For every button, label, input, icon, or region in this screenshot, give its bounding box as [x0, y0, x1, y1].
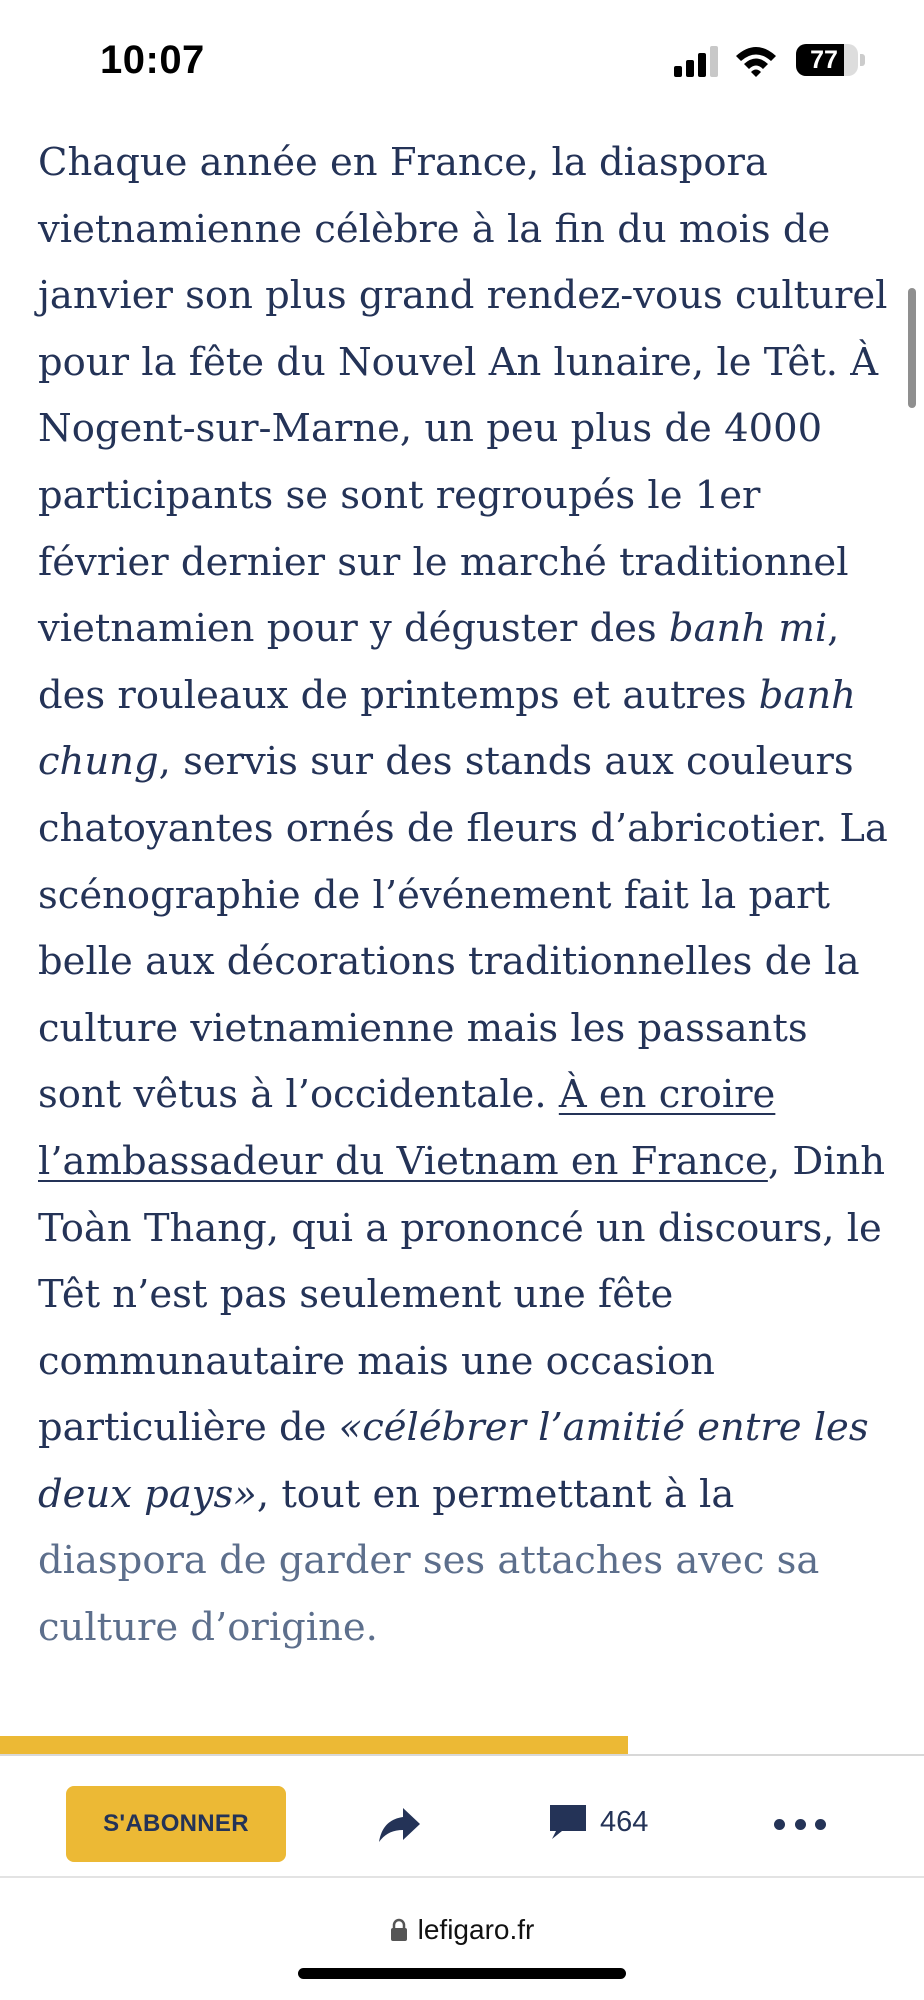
- text-segment: , tout en permettant à la: [256, 1471, 735, 1517]
- lock-icon: [390, 1918, 408, 1942]
- wifi-icon: [734, 44, 778, 78]
- more-options-button[interactable]: [774, 1798, 826, 1850]
- more-dot: [815, 1819, 826, 1830]
- battery-icon: [796, 44, 858, 76]
- article-paragraph: [38, 130, 898, 1662]
- more-dot: [795, 1819, 806, 1830]
- text-segment: Chaque année en France, la diaspora vietnamienne célèbre à la fin du mois de janvier son plus grand rendez-vous culturel pour la fête du Nouvel An lunaire, le Têt. À Nogent-sur-Marne, un peu plus de 4000 participants se sont regroupés le 1er février dernier sur le marché traditionnel vietnamien pour y déguster des: [38, 140, 888, 652]
- faded-text-segment: diaspora de garder ses attaches avec sa culture d’origine.: [38, 1538, 820, 1651]
- url-bar[interactable]: [0, 1878, 924, 1974]
- status-time: 10:07: [100, 38, 205, 82]
- text-segment: , servis sur des stands aux couleurs chatoyantes ornés de fleurs d’abricotier. La scénographie de l’événement fait la part belle aux décorations traditionnelles de la culture vietnamienne mais les passants sont vêtus à l’occidentale.: [38, 739, 888, 1118]
- comment-icon: [548, 1803, 588, 1841]
- bottom-toolbar: [0, 1756, 924, 1876]
- scroll-indicator[interactable]: [908, 288, 916, 408]
- ambassador-link[interactable]: À en croire l’ambassadeur du Vietnam en France: [38, 1072, 776, 1184]
- battery-level: 77: [810, 46, 838, 74]
- more-dot: [774, 1819, 785, 1830]
- text-segment: , Dinh Toàn Thang, qui a prononcé un discours, le Têt n’est pas seulement une fête communautaire mais une occasion particulière de: [38, 1138, 886, 1451]
- home-indicator[interactable]: [298, 1968, 626, 1979]
- italic-term-banh-chung: banh chung: [38, 672, 856, 785]
- url-domain: lefigaro.fr: [417, 1914, 535, 1945]
- reading-progress: [0, 1736, 924, 1756]
- comments-button[interactable]: [548, 1794, 648, 1850]
- status-bar: [0, 0, 924, 120]
- share-icon[interactable]: [374, 1796, 426, 1852]
- italic-quote: «célébrer l’amitié entre les deux pays»: [38, 1405, 869, 1517]
- text-segment: , des rouleaux de printemps et autres: [38, 606, 840, 718]
- comment-count: 464: [600, 1805, 649, 1838]
- subscribe-button[interactable]: S'ABONNER: [66, 1786, 286, 1862]
- italic-term-banh-mi: banh mi: [668, 606, 828, 652]
- signal-icon: [674, 44, 724, 78]
- url-display[interactable]: [390, 1914, 535, 1946]
- reading-progress-fill: [0, 1736, 628, 1754]
- battery-nub: [860, 54, 865, 66]
- article-body: [38, 130, 898, 1662]
